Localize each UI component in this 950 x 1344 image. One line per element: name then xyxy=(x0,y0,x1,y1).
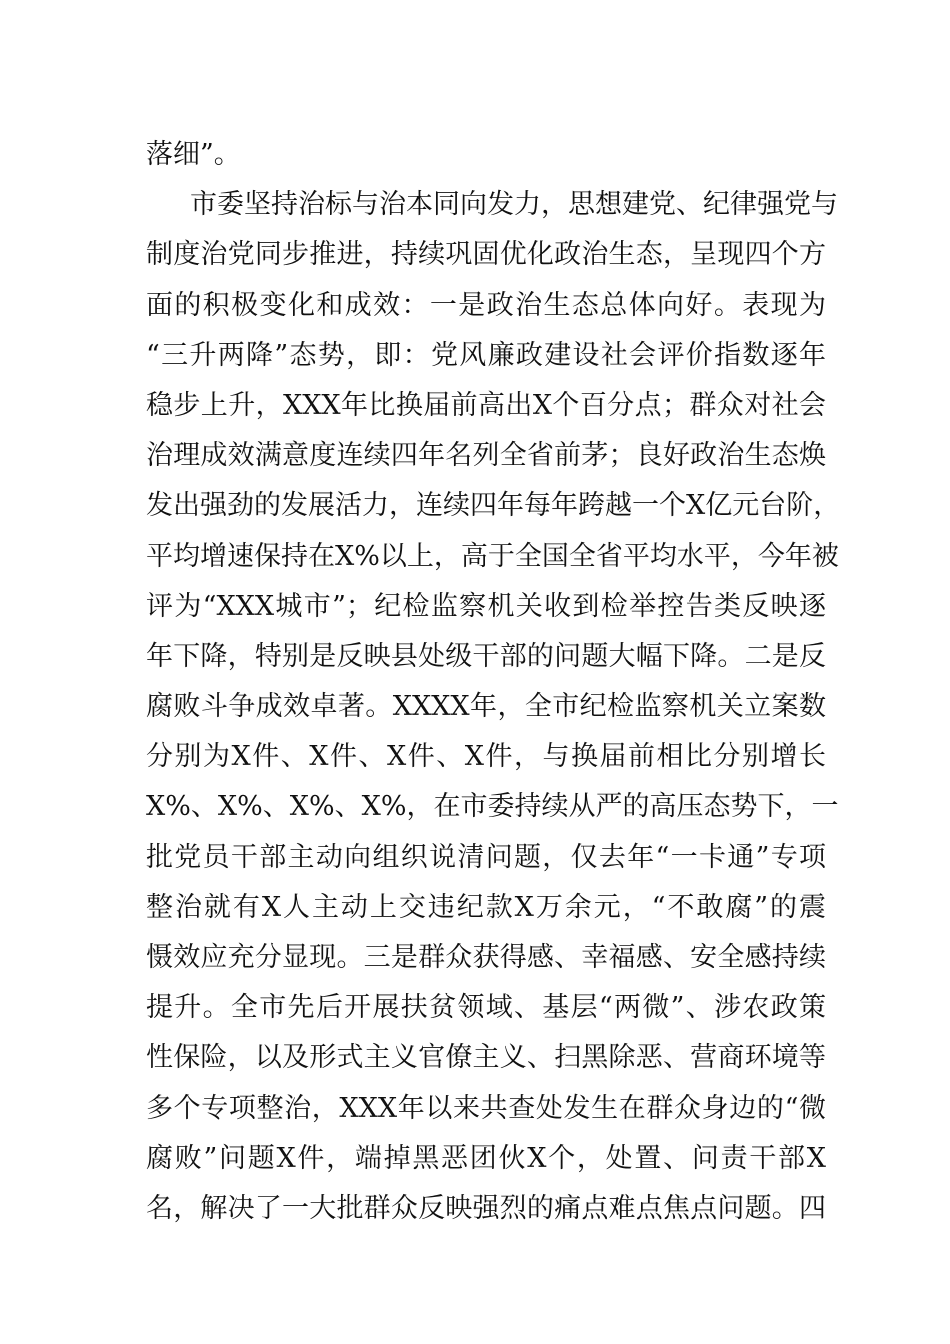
text-line: 稳步上升，XXX年比换届前高出X个百分点；群众对社会 xyxy=(146,389,826,421)
text-line: 提升。全市先后开展扶贫领域、基层“两微”、涉农政策 xyxy=(146,992,826,1024)
text-line: 面的积极变化和成效：一是政治生态总体向好。表现为 xyxy=(146,289,826,321)
text-line: 性保险，以及形式主义官僚主义、扫黑除恶、营商环境等 xyxy=(146,1042,826,1074)
text-line: 名，解决了一大批群众反映强烈的痛点难点焦点问题。四 xyxy=(146,1192,826,1224)
text-line: 落细”。 xyxy=(146,139,241,170)
text-line: 评为“XXX城市”；纪检监察机关收到检举控告类反映逐 xyxy=(146,590,826,622)
text-line: X%、X%、X%、X%，在市委持续从严的高压态势下，一 xyxy=(146,791,839,823)
text-line: 发出强劲的发展活力，连续四年每年跨越一个X亿元台阶， xyxy=(146,490,841,522)
text-line: 多个专项整治，XXX年以来共查处发生在群众身边的“微 xyxy=(146,1092,826,1124)
text-line: 批党员干部主动向组织说清问题，仅去年“一卡通”专项 xyxy=(146,841,826,873)
text-line: 腐败斗争成效卓著。XXXX年，全市纪检监察机关立案数 xyxy=(146,691,826,723)
body-text xyxy=(146,130,841,1234)
text-line: “三升两降”态势，即：党风廉政建设社会评价指数逐年 xyxy=(146,339,826,371)
text-line: 分别为X件、X件、X件、X件，与换届前相比分别增长 xyxy=(146,741,826,773)
text-line: 制度治党同步推进，持续巩固优化政治生态，呈现四个方 xyxy=(146,239,826,271)
text-line: 慑效应充分显现。三是群众获得感、幸福感、安全感持续 xyxy=(146,942,826,973)
text-line: 整治就有X人主动上交违纪款X万余元，“不敢腐”的震 xyxy=(146,891,826,923)
text-line: 腐败”问题X件，端掉黑恶团伙X个，处置、问责干部X xyxy=(146,1142,826,1174)
text-line: 平均增速保持在X%以上，高于全国全省平均水平，今年被 xyxy=(146,540,839,572)
text-line: 年下降，特别是反映县处级干部的问题大幅下降。二是反 xyxy=(146,640,826,672)
paragraph-first-line: 市委坚持治标与治本同向发力，思想建党、纪律强党与 xyxy=(190,189,838,221)
text-line: 治理成效满意度连续四年名列全省前茅；良好政治生态焕 xyxy=(146,440,826,472)
